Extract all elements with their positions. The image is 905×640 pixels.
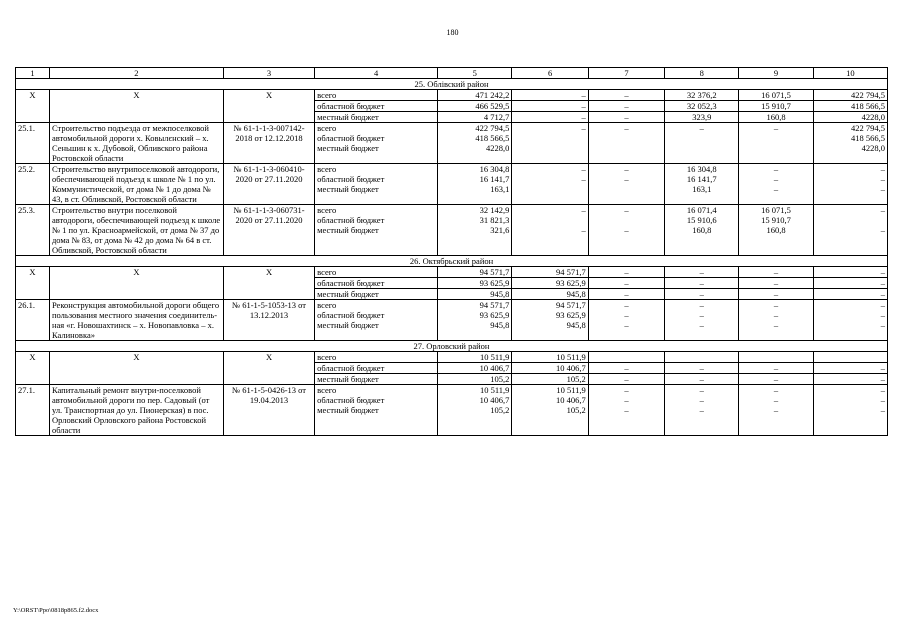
- budget-type: всего: [315, 267, 438, 278]
- amount-cell: 10 511,9: [438, 352, 512, 363]
- project-name: Строительство внутрипоселковой автодороги, обеспечивающей подъезд к школе № 1 по ул. Коммунистической, от дома № 1 до дома № 43, в ст. Обливской, Ростовской области: [49, 164, 223, 205]
- amount-cell: 418 566,5: [813, 101, 887, 112]
- amount-cell: – –: [512, 164, 588, 205]
- amount-cell: –: [739, 267, 813, 278]
- column-number: 1: [16, 68, 50, 79]
- amount-cell: –: [665, 363, 739, 374]
- amount-cell: 10 406,7: [438, 363, 512, 374]
- amount-cell: 94 571,7 93 625,9 945,8: [438, 300, 512, 341]
- item-number: 26.1.: [16, 300, 50, 341]
- summary-cell: Х: [16, 352, 50, 385]
- amount-cell: –: [739, 123, 813, 164]
- district-title: 27. Орловский район: [16, 341, 888, 352]
- district-summary-row: [16, 90, 888, 101]
- item-number: 25.1.: [16, 123, 50, 164]
- amount-cell: 105,2: [438, 374, 512, 385]
- amount-cell: 422 794,5 418 566,5 4228,0: [813, 123, 887, 164]
- amount-cell: – – –: [739, 385, 813, 436]
- column-number: 6: [512, 68, 588, 79]
- summary-cell: Х: [16, 267, 50, 300]
- amount-cell: –: [588, 90, 664, 101]
- amount-cell: –: [739, 374, 813, 385]
- column-number: 5: [438, 68, 512, 79]
- amount-cell: 160,8: [739, 112, 813, 123]
- amount-cell: 16 304,8 16 141,7 163,1: [665, 164, 739, 205]
- amount-cell: 94 571,7: [438, 267, 512, 278]
- amount-cell: 16 071,5 15 910,7 160,8: [739, 205, 813, 256]
- amount-cell: 945,8: [438, 289, 512, 300]
- amount-cell: –: [813, 374, 887, 385]
- project-name: Капитальный ремонт внутри-поселковой автомобильной дороги по пер. Садовый (от ул. Транспортная до ул. Пионерская) в пос. Орловский Орловского района Ростовской области: [49, 385, 223, 436]
- project-name: Строительство внутри поселковой автодороги, обеспечивающей подъезд к школе № 1 по ул. Красноармейской, от дома № 37 до дома № 83, от дома № 42 до дома № 64 в ст. Обливской, Ростовской области: [49, 205, 223, 256]
- amount-cell: –: [665, 278, 739, 289]
- amount-cell: –: [588, 101, 664, 112]
- summary-cell: Х: [49, 352, 223, 385]
- amount-cell: –: [588, 363, 664, 374]
- amount-cell: –: [813, 267, 887, 278]
- amount-cell: –: [813, 363, 887, 374]
- summary-cell: Х: [16, 90, 50, 123]
- summary-cell: Х: [223, 352, 314, 385]
- budget-types: всего областной бюджет местный бюджет: [315, 123, 438, 164]
- summary-cell: Х: [223, 267, 314, 300]
- amount-cell: – – –: [739, 164, 813, 205]
- item-number: 27.1.: [16, 385, 50, 436]
- amount-cell: –: [813, 289, 887, 300]
- budget-table: [15, 67, 888, 436]
- amount-cell: –: [665, 123, 739, 164]
- expertise-number: № 61-1-1-3-060410-2020 от 27.11.2020: [223, 164, 314, 205]
- amount-cell: –: [588, 278, 664, 289]
- amount-cell: 32 142,9 31 821,3 321,6: [438, 205, 512, 256]
- amount-cell: –: [813, 278, 887, 289]
- budget-type: областной бюджет: [315, 363, 438, 374]
- budget-type: местный бюджет: [315, 289, 438, 300]
- amount-cell: –: [588, 112, 664, 123]
- summary-cell: Х: [49, 90, 223, 123]
- amount-cell: [813, 352, 887, 363]
- amount-cell: 10 511,9: [512, 352, 588, 363]
- project-row: [16, 164, 888, 205]
- amount-cell: – –: [588, 164, 664, 205]
- district-title: 25. Облівский район: [16, 79, 888, 90]
- amount-cell: – – –: [665, 385, 739, 436]
- amount-cell: 32 376,2: [665, 90, 739, 101]
- project-name: Строительство подъезда от межпоселковой автомобильной дороги х. Ковылєнский – х. Сеньшин к х. Дубовой, Обливского района Ростовской области: [49, 123, 223, 164]
- amount-cell: –: [588, 123, 664, 164]
- district-summary-row: [16, 352, 888, 363]
- amount-cell: –: [665, 289, 739, 300]
- budget-types: всего областной бюджет местный бюджет: [315, 385, 438, 436]
- project-name: Реконструкция автомобильной дороги общего пользования местного значения соединитель-ная «г. Новошахтинск – х. Новопавловка – х. Калиновка»: [49, 300, 223, 341]
- amount-cell: – – –: [588, 385, 664, 436]
- budget-type: местный бюджет: [315, 374, 438, 385]
- district-header-row: [16, 79, 888, 90]
- expertise-number: № 61-1-5-1053-13 от 13.12.2013: [223, 300, 314, 341]
- column-number: 2: [49, 68, 223, 79]
- amount-cell: 945,8: [512, 289, 588, 300]
- amount-cell: –: [588, 374, 664, 385]
- expertise-number: № 61-1-1-3-007142-2018 от 12.12.2018: [223, 123, 314, 164]
- project-row: [16, 123, 888, 164]
- column-number: 4: [315, 68, 438, 79]
- amount-cell: 323,9: [665, 112, 739, 123]
- amount-cell: –: [665, 374, 739, 385]
- expertise-number: № 61-1-5-0426-13 от 19.04.2013: [223, 385, 314, 436]
- budget-type: всего: [315, 352, 438, 363]
- amount-cell: –: [512, 123, 588, 164]
- amount-cell: 16 304,8 16 141,7 163,1: [438, 164, 512, 205]
- amount-cell: 466 529,5: [438, 101, 512, 112]
- amount-cell: 94 571,7: [512, 267, 588, 278]
- amount-cell: – –: [512, 205, 588, 256]
- amount-cell: 10 406,7: [512, 363, 588, 374]
- item-number: 25.3.: [16, 205, 50, 256]
- district-header-row: [16, 256, 888, 267]
- column-number: 10: [813, 68, 887, 79]
- column-number: 9: [739, 68, 813, 79]
- budget-type: областной бюджет: [315, 278, 438, 289]
- amount-cell: [739, 352, 813, 363]
- amount-cell: – – –: [813, 164, 887, 205]
- amount-cell: 16 071,5: [739, 90, 813, 101]
- amount-cell: – – –: [665, 300, 739, 341]
- budget-type: всего: [315, 90, 438, 101]
- amount-cell: 422 794,5 418 566,5 4228,0: [438, 123, 512, 164]
- amount-cell: 422 794,5: [813, 90, 887, 101]
- project-row: [16, 300, 888, 341]
- amount-cell: – – –: [813, 385, 887, 436]
- amount-cell: – –: [813, 205, 887, 256]
- project-row: [16, 205, 888, 256]
- expertise-number: № 61-1-1-3-060731-2020 от 27.11.2020: [223, 205, 314, 256]
- amount-cell: [588, 352, 664, 363]
- amount-cell: [665, 352, 739, 363]
- summary-cell: Х: [223, 90, 314, 123]
- amount-cell: 93 625,9: [438, 278, 512, 289]
- amount-cell: – – –: [588, 300, 664, 341]
- budget-type: местный бюджет: [315, 112, 438, 123]
- page-number: 180: [446, 28, 459, 37]
- budget-types: всего областной бюджет местный бюджет: [315, 205, 438, 256]
- file-path-footer: Y:\ORST\Ppo\0818p865.f2.docx: [13, 607, 99, 614]
- column-number-row: [16, 68, 888, 79]
- district-header-row: [16, 341, 888, 352]
- amount-cell: – – –: [813, 300, 887, 341]
- project-row: [16, 385, 888, 436]
- amount-cell: 93 625,9: [512, 278, 588, 289]
- budget-type: областной бюджет: [315, 101, 438, 112]
- amount-cell: –: [512, 112, 588, 123]
- amount-cell: 15 910,7: [739, 101, 813, 112]
- column-number: 7: [588, 68, 664, 79]
- amount-cell: –: [665, 267, 739, 278]
- amount-cell: –: [739, 289, 813, 300]
- budget-types: всего областной бюджет местный бюджет: [315, 164, 438, 205]
- amount-cell: –: [512, 101, 588, 112]
- amount-cell: –: [512, 90, 588, 101]
- amount-cell: 4 712,7: [438, 112, 512, 123]
- amount-cell: –: [739, 278, 813, 289]
- amount-cell: 94 571,7 93 625,9 945,8: [512, 300, 588, 341]
- amount-cell: 10 511,9 10 406,7 105,2: [438, 385, 512, 436]
- amount-cell: – –: [588, 205, 664, 256]
- amount-cell: 16 071,4 15 910,6 160,8: [665, 205, 739, 256]
- amount-cell: –: [739, 363, 813, 374]
- amount-cell: –: [588, 289, 664, 300]
- amount-cell: – – –: [739, 300, 813, 341]
- amount-cell: 105,2: [512, 374, 588, 385]
- amount-cell: 32 052,3: [665, 101, 739, 112]
- district-summary-row: [16, 267, 888, 278]
- budget-types: всего областной бюджет местный бюджет: [315, 300, 438, 341]
- amount-cell: 10 511,9 10 406,7 105,2: [512, 385, 588, 436]
- column-number: 3: [223, 68, 314, 79]
- district-title: 26. Октябрьский район: [16, 256, 888, 267]
- amount-cell: 471 242,2: [438, 90, 512, 101]
- column-number: 8: [665, 68, 739, 79]
- amount-cell: 4228,0: [813, 112, 887, 123]
- summary-cell: Х: [49, 267, 223, 300]
- item-number: 25.2.: [16, 164, 50, 205]
- amount-cell: –: [588, 267, 664, 278]
